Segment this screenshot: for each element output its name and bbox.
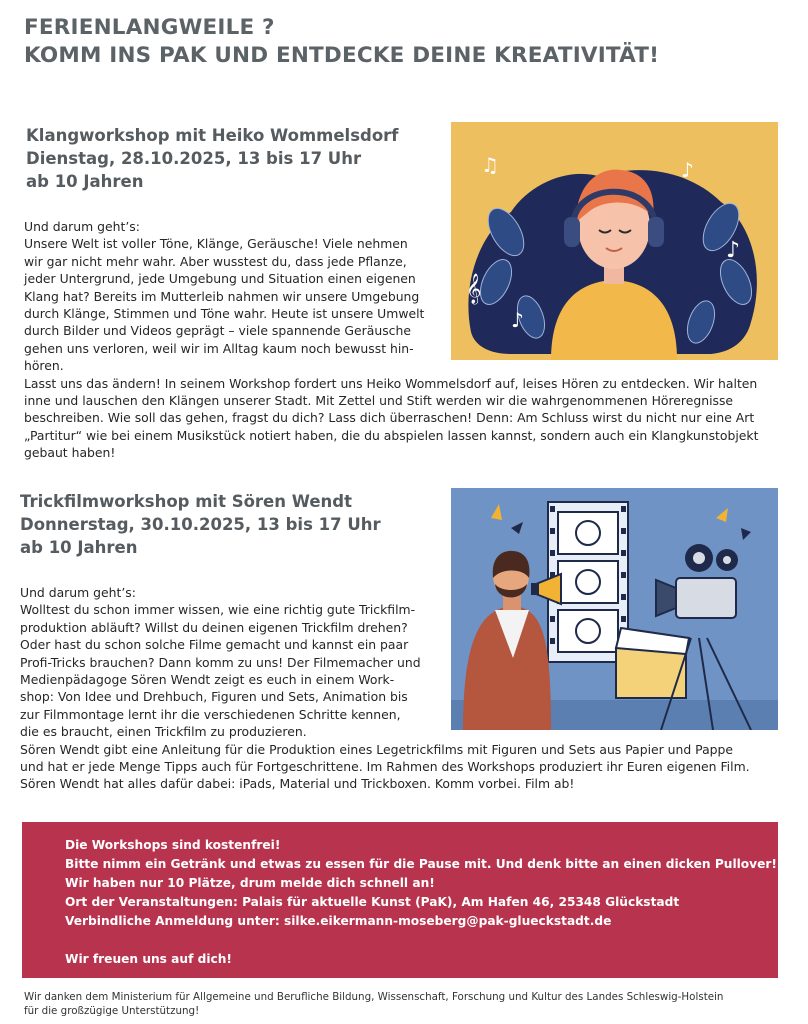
workshop2-line: die es braucht, einen Trickfilm zu produzieren. xyxy=(20,724,307,740)
workshop1-line: gehen uns verloren, weil wir im Alltag kaum noch bewusst hin- xyxy=(24,340,414,356)
workshop1-title-age: ab 10 Jahren xyxy=(26,172,144,192)
workshop1-title-date: Dienstag, 28.10.2025, 13 bis 17 Uhr xyxy=(26,149,362,169)
workshop2-line: und hat er jede Menge Tipps auch für Fortgeschrittene. Im Rahmen des Workshops produziert ihr Euren eigenen Film. xyxy=(20,759,750,775)
headline-line-2: KOMM INS PAK UND ENTDECKE DEINE KREATIVITÄT! xyxy=(24,43,660,69)
workshop2-title-age: ab 10 Jahren xyxy=(20,538,138,558)
workshop2-line: Sören Wendt hat alles dafür dabei: iPads, Material und Trickboxen. Komm vorbei. Film ab! xyxy=(20,776,575,792)
workshop1-line: Und darum geht’s: xyxy=(24,219,140,234)
footer-line-2: für die großzügige Unterstützung! xyxy=(24,1005,200,1017)
workshop1-line: gebaut haben! xyxy=(24,445,116,461)
svg-text:♪: ♪ xyxy=(511,308,524,332)
workshop2-line: Und darum geht’s: xyxy=(20,585,136,600)
info-banner xyxy=(22,822,778,978)
workshop1-line: „Partitur“ wie bei einem Musikstück notiert haben, die du abspielen lassen kannst, sondern auch ein Klangkunstobjekt xyxy=(24,427,759,443)
workshop1-line: durch Bilder und Videos geprägt – viele spannende Geräusche xyxy=(24,323,411,339)
workshop1-line: Lasst uns das ändern! In seinem Workshop fordert uns Heiko Wommelsdorf auf, leises Hören zu entdecken. Wir halten xyxy=(24,375,758,391)
footer-line-1: Wir danken dem Ministerium für Allgemeine und Berufliche Bildung, Wissenschaft, Forschung und Kultur des Landes Schleswig-Holstein xyxy=(24,991,724,1003)
workshop2-line: Wolltest du schon immer wissen, wie eine richtig gute Trickfilm- xyxy=(20,602,416,618)
workshop2-line: Medienpädagoge Sören Wendt zeigt es euch in einem Work- xyxy=(20,672,395,688)
svg-text:♪: ♪ xyxy=(726,238,741,263)
svg-text:♪: ♪ xyxy=(681,158,694,182)
banner-line-registration: Verbindliche Anmeldung unter: silke.eikermann-moseberg@pak-glueckstadt.de xyxy=(65,914,612,928)
filmmaker-camera-illustration xyxy=(451,488,778,730)
workshop1-line: beschreiben. Wie soll das gehen, fragst du dich? Lass dich überraschen! Denn: Am Schluss wirst du nicht nur eine Art xyxy=(24,410,755,426)
workshop2-line: zur Filmmontage lernt ihr die verschiedenen Schritte kennen, xyxy=(20,706,401,722)
workshop2-line: produktion abläuft? Willst du deinen eigenen Trickfilm drehen? xyxy=(20,619,408,635)
workshop1-line: hören. xyxy=(24,358,64,374)
workshop2-title-name: Trickfilmworkshop mit Sören Wendt xyxy=(20,492,352,511)
banner-line-bring: Bitte nimm ein Getränk und etwas zu essen für die Pause mit. Und denk bitte an einen dicken Pullover! xyxy=(65,857,777,871)
workshop1-line: Unsere Welt ist voller Töne, Klänge, Geräusche! Viele nehmen xyxy=(24,236,408,252)
workshop1-line: Klang hat? Bereits im Mutterleib nahmen wir unsere Umgebung xyxy=(24,288,420,304)
headline-line-1: FERIENLANGWEILE ? xyxy=(24,15,275,40)
workshop1-line: durch Klänge, Stimmen und Töne wahr. Heute ist unsere Umwelt xyxy=(24,306,425,322)
listening-child-headphones-illustration xyxy=(451,122,778,360)
footer-acknowledgement xyxy=(24,990,723,1018)
workshop1-line: jeder Untergrund, jede Umgebung und Situation einen eigenen xyxy=(24,271,416,287)
banner-line-places: Wir haben nur 10 Plätze, drum melde dich schnell an! xyxy=(65,876,435,890)
workshop2-title xyxy=(20,490,381,559)
workshop2-line: Sören Wendt gibt eine Anleitung für die Produktion eines Legetrickfilms mit Figuren und Sets aus Papier und Pappe xyxy=(20,741,734,757)
page-headline xyxy=(24,14,659,71)
banner-line-free: Die Workshops sind kostenfrei! xyxy=(65,838,281,852)
workshop1-line: wir gar nicht mehr wahr. Aber wusstest du, dass jede Pflanze, xyxy=(24,253,407,269)
banner-closing: Wir freuen uns auf dich! xyxy=(65,952,232,966)
workshop1-line: inne und lauschen den Klängen unserer Stadt. Mit Zettel und Stift werden wir die wahrgenommenen Höreregnisse xyxy=(24,393,734,409)
workshop2-line: Profi-Tricks brauchen? Dann komm zu uns! Der Filmemacher und xyxy=(20,654,421,670)
workshop1-title-name: Klangworkshop mit Heiko Wommelsdorf xyxy=(26,126,399,145)
workshop2-title-date: Donnerstag, 30.10.2025, 13 bis 17 Uhr xyxy=(20,515,381,535)
workshop1-title xyxy=(26,124,399,193)
svg-text:♫: ♫ xyxy=(481,153,499,177)
svg-text:𝄞: 𝄞 xyxy=(466,274,482,304)
workshop2-line: Oder hast du schon solche Filme gemacht und kannst ein paar xyxy=(20,637,409,653)
banner-line-location: Ort der Veranstaltungen: Palais für aktuelle Kunst (PaK), Am Hafen 46, 25348 Glückstadt xyxy=(65,895,680,909)
workshop2-line: shop: Von Idee und Drehbuch, Figuren und Sets, Animation bis xyxy=(20,689,408,705)
